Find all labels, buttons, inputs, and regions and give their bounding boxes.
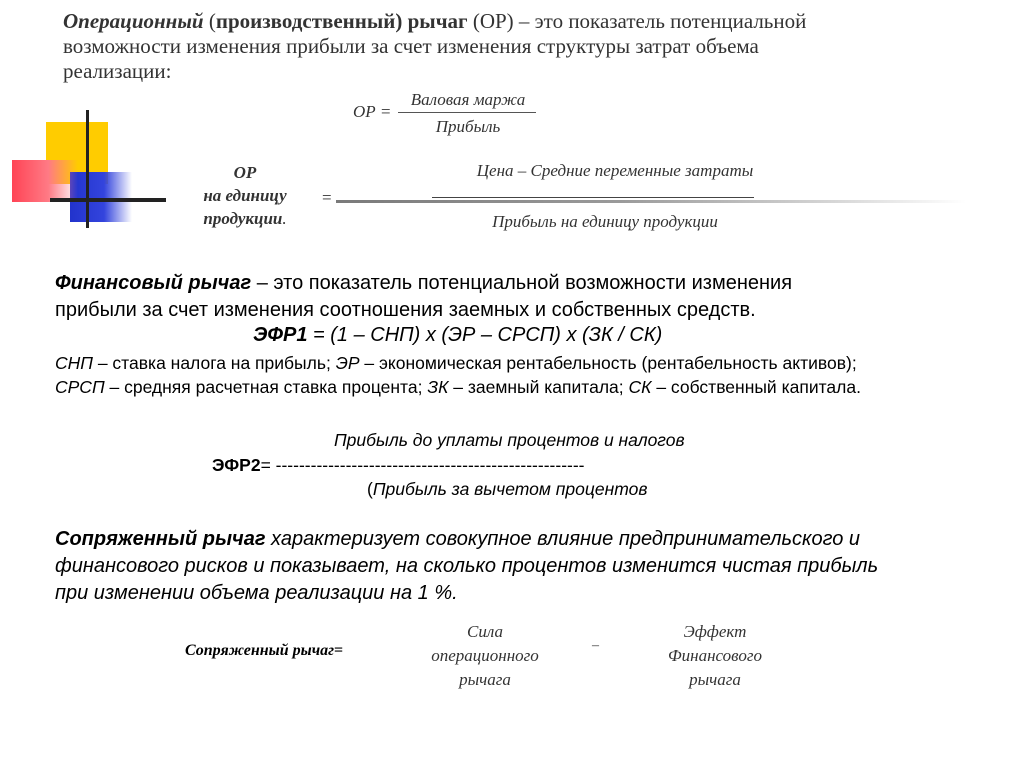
efr2-denominator [367,479,647,500]
combined-formula-label [185,642,343,660]
horizontal-line [50,198,166,202]
vertical-line [86,110,89,228]
efr2-paren: ( [367,479,373,499]
op-unit-label-2: на единицу [203,186,287,205]
financial-text-1: – это показатель потенциальной возможности изменения [251,272,793,294]
op-formula-denominator: Прибыль [435,117,501,136]
efr1-label: ЭФР1 [253,324,308,346]
combined-op-line-3: рычага [459,670,511,689]
combined-term: Сопряженный рычаг [55,528,266,550]
def-sk: СК [628,377,652,397]
blue-square [70,172,132,222]
combined-op-term [415,620,555,692]
op-unit-gradient-bar [336,200,966,203]
efr1-expression: = (1 – СНП) х (ЭР – СРСП) х (ЗК / СК) [307,324,663,346]
efr2-dashes: = ----------------------------------------------------- [260,455,585,475]
def-srsp: СРСП [55,377,105,397]
def-srsp-text: – средняя расчетная ставка процента; [104,377,428,397]
op-term: Операционный [63,9,204,33]
intro-paragraph [63,9,806,84]
op-unit-numerator: Цена – Средние переменные затраты [476,161,754,180]
op-formula-numerator: Валовая маржа [410,90,526,109]
def-zk-text: – заемный капитала; [448,377,629,397]
combined-fin-line-3: рычага [689,670,741,689]
def-sk-text: – собственный капитала. [651,377,861,397]
combined-formula-equals: = [334,642,344,659]
op-unit-fraction-bar [432,197,754,198]
op-unit-label [195,161,295,230]
combined-fin-line-2: Финансового [668,646,762,665]
combined-formula-label-text: Сопряженный рычаг [185,642,335,659]
op-unit-equals: = [322,188,332,207]
combined-paragraph [55,526,878,607]
efr2-denominator-text: Прибыль за вычетом процентов [372,479,648,499]
def-er-text: – экономическая рентабельность (рентабельность активов); [359,353,857,373]
combined-line-3: при изменении объема реализации на 1 %. [55,582,458,604]
def-er: ЭР [335,353,360,373]
financial-line-2: прибыли за счет изменения соотношения заемных и собственных средств. [55,299,756,321]
efr2-label: ЭФР2 [212,455,261,475]
decorative-squares-graphic [0,110,170,230]
combined-fin-line-1: Эффект [683,622,747,641]
efr1-formula [253,324,662,347]
def-snp-text: – ставка налога на прибыль; [92,353,336,373]
efr2-line [212,455,585,476]
efr2-numerator: Прибыль до уплаты процентов и налогов [334,430,685,450]
combined-text-1: характеризует совокупное влияние предпринимательского и [265,528,861,550]
combined-fin-term [645,620,785,692]
intro-text-1: (ОР) – это показатель потенциальной [467,9,807,33]
financial-definitions [55,351,861,399]
red-square [12,160,78,202]
intro-line-1 [63,9,806,34]
op-unit-label-dot: . [282,209,287,228]
financial-term: Финансовый рычаг [55,272,252,294]
op-formula-fraction-bar [398,112,536,113]
combined-line-2: финансового рисков и показывает, на сколько процентов изменится чистая прибыль [55,555,879,577]
combined-operator: – [592,638,599,653]
op-unit-denominator: Прибыль на единицу продукции [492,212,718,231]
op-term-bold: производственный) рычаг [215,9,468,33]
open-paren: ( [203,9,216,33]
financial-paragraph [55,270,792,324]
def-zk: ЗК [427,377,449,397]
combined-op-line-1: Сила [467,622,503,641]
op-formula-lhs: ОР = [353,102,392,121]
intro-line-3: реализации: [63,59,172,83]
combined-op-line-2: операционного [431,646,539,665]
intro-line-2: возможности изменения прибыли за счет изменения структуры затрат объема [63,34,759,58]
def-snp: СНП [55,353,93,373]
op-unit-label-1: ОР [233,163,257,182]
op-unit-label-3: продукции [203,209,283,228]
